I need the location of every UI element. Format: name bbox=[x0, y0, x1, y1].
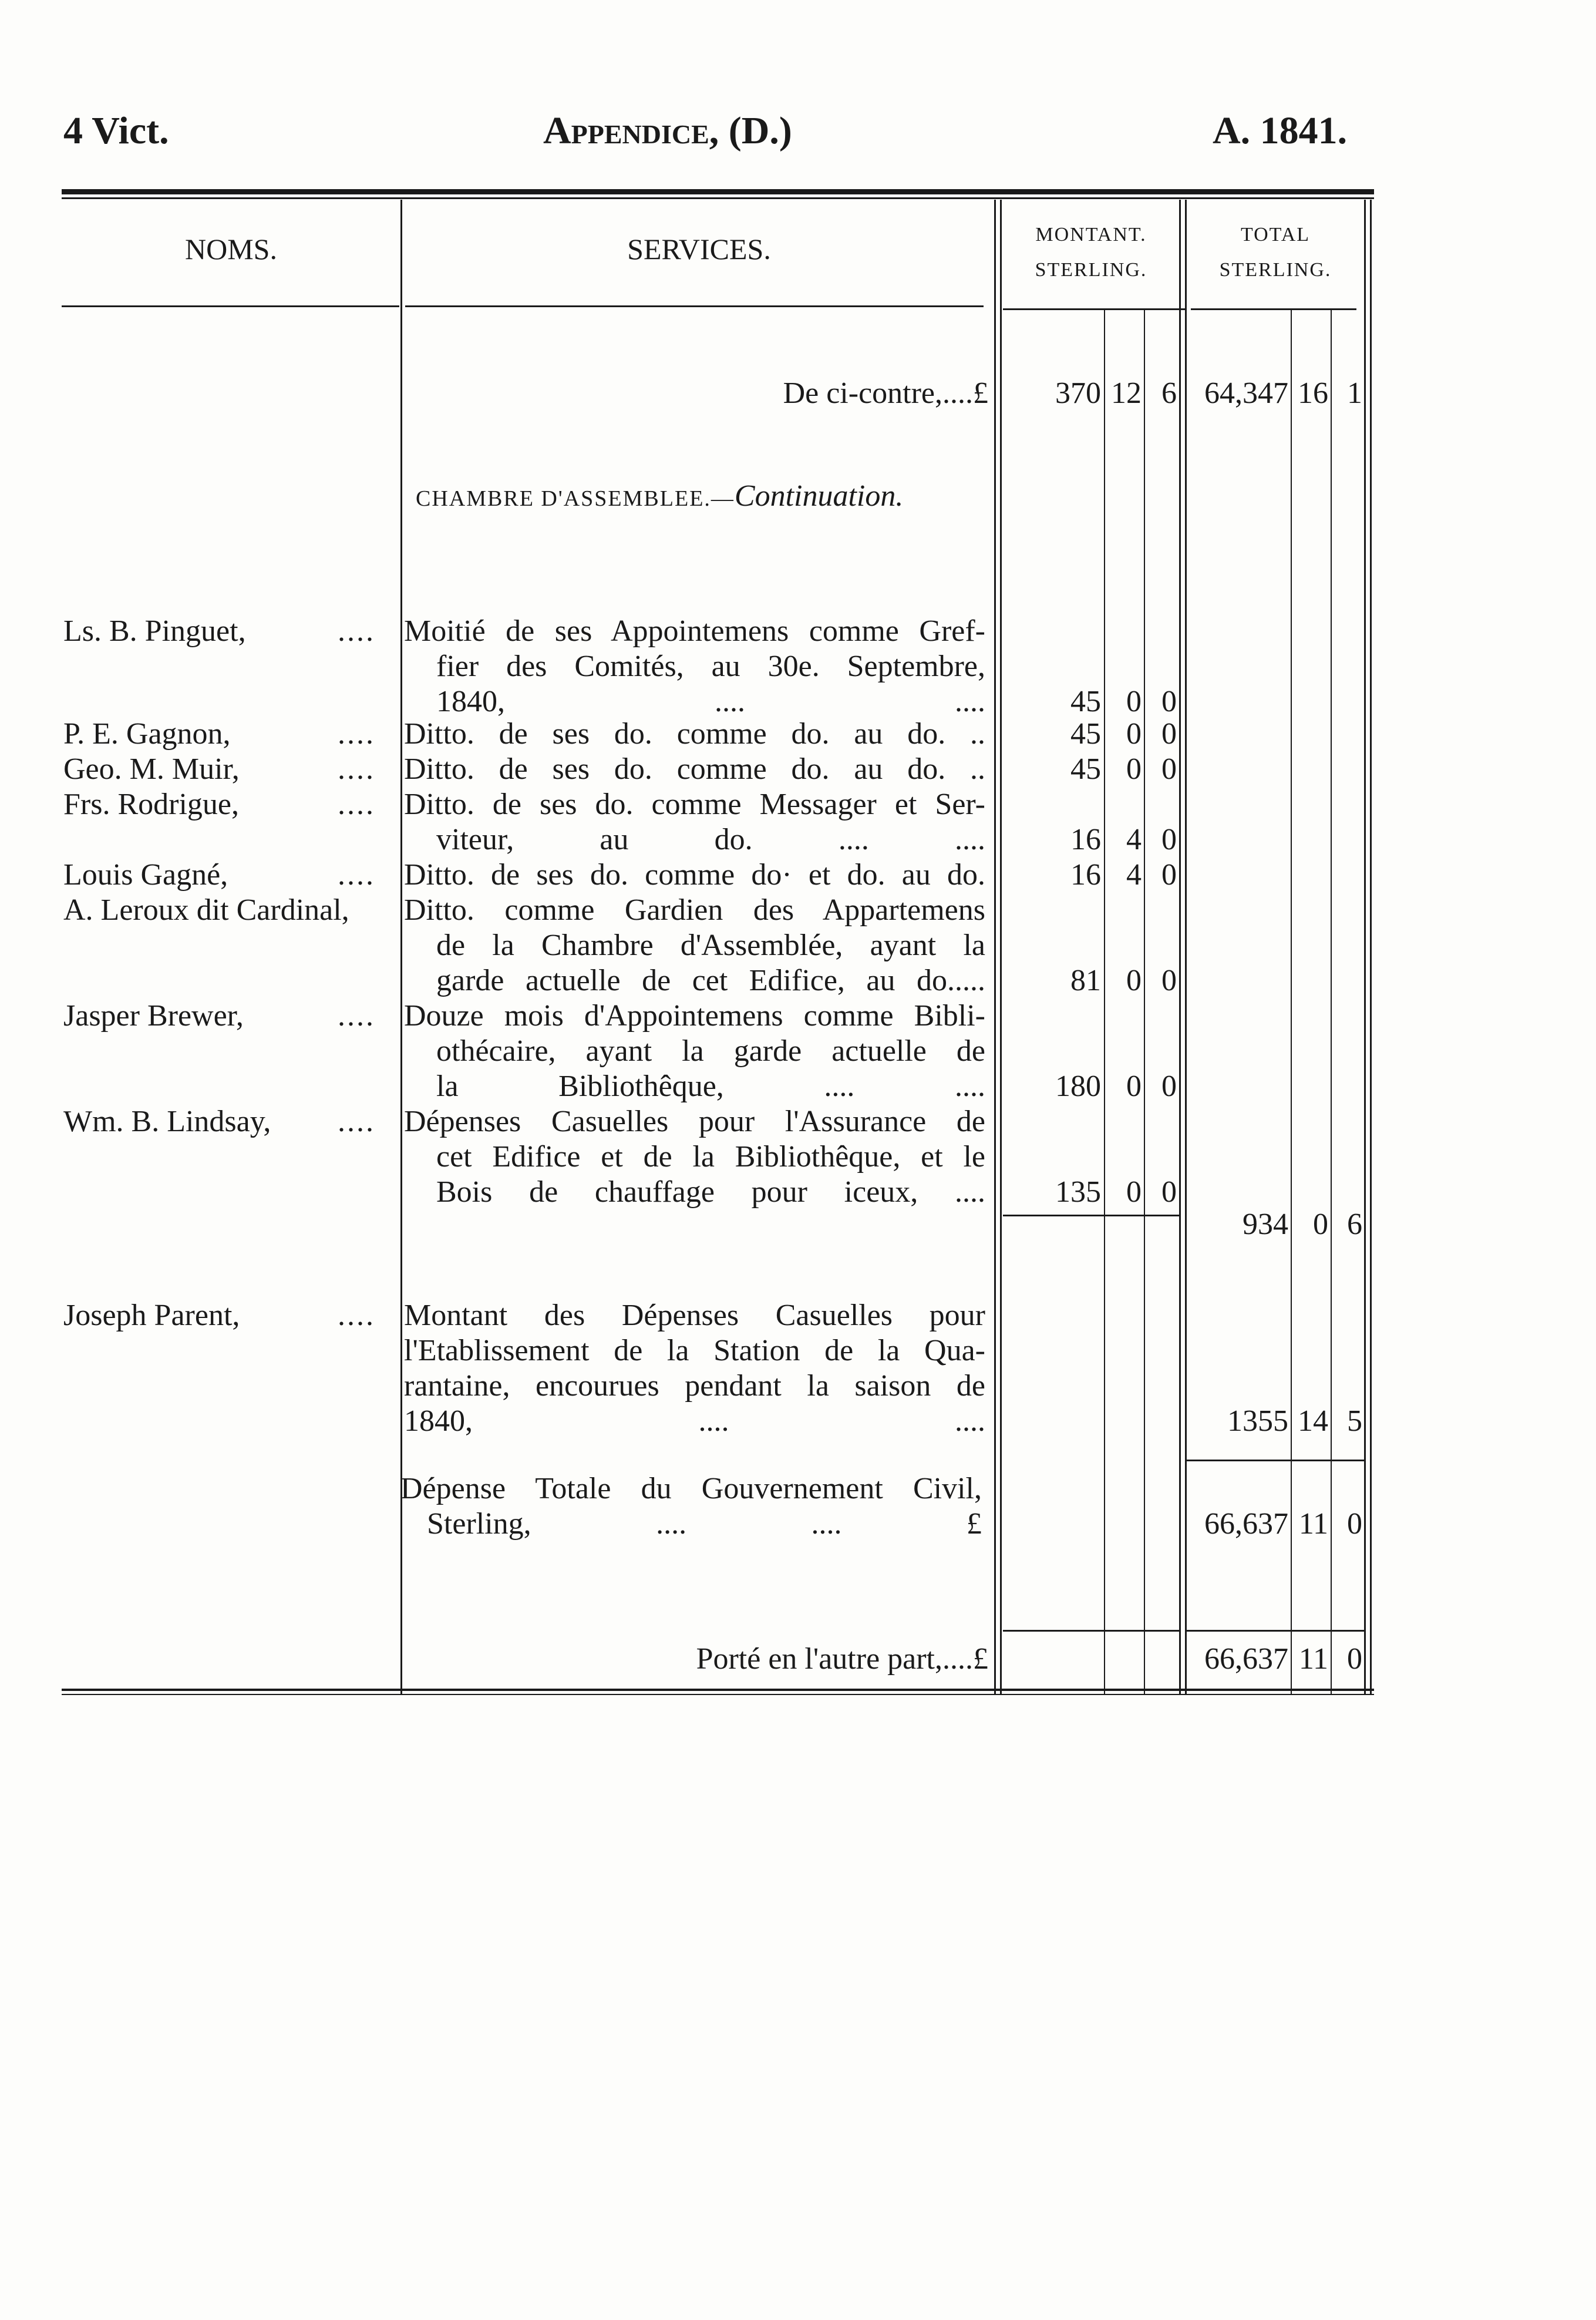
entry-service bbox=[404, 1104, 985, 1210]
service-line: 1840, .... .... bbox=[436, 685, 985, 718]
entry-name: Jasper Brewer, bbox=[63, 999, 244, 1033]
carried-in-total-pence: 1 bbox=[1347, 376, 1362, 410]
service-line: viteur, au do. .... .... bbox=[436, 823, 985, 856]
service-line: de la Chambre d'Assemblée, ayant la bbox=[436, 929, 985, 962]
carried-in-total-pounds: 64,347 bbox=[1204, 376, 1288, 410]
service-line: Dépense Totale du Gouvernement Civil, bbox=[400, 1472, 982, 1505]
entry-service bbox=[404, 998, 985, 1104]
entry-service bbox=[404, 752, 985, 787]
col-rule-montant-a bbox=[1179, 200, 1181, 1694]
parent-total-pence: 5 bbox=[1347, 1404, 1362, 1438]
entry-amount-shillings: 4 bbox=[1126, 823, 1142, 856]
header-bottom-rule-services bbox=[405, 305, 984, 307]
col-rule-services-b bbox=[1000, 200, 1002, 1694]
entry-dots-parent: .... bbox=[338, 1299, 375, 1332]
carried-out-label: Porté en l'autre part,....£ bbox=[696, 1642, 988, 1676]
entry-amount-pounds: 16 bbox=[1070, 858, 1101, 892]
service-line: l'Etablissement de la Station de la Qua- bbox=[404, 1334, 985, 1367]
entry-amount-pounds: 45 bbox=[1070, 685, 1101, 718]
entry-service bbox=[404, 893, 985, 998]
entry-amount-shillings: 0 bbox=[1126, 752, 1142, 786]
subtotal-pence: 6 bbox=[1347, 1208, 1362, 1241]
entry-amount-shillings: 0 bbox=[1126, 1175, 1142, 1209]
entry-amount-pence: 0 bbox=[1161, 717, 1177, 751]
entry-amount-pence: 0 bbox=[1161, 823, 1177, 856]
grand-total-label bbox=[400, 1471, 982, 1542]
parent-rule bbox=[1187, 1460, 1364, 1461]
carried-in-montant-pounds: 370 bbox=[1055, 376, 1101, 410]
carried-out-shillings: 11 bbox=[1298, 1642, 1328, 1676]
parent-total-shillings: 14 bbox=[1298, 1404, 1328, 1438]
entry-dots: .... bbox=[338, 1105, 375, 1138]
col-rule-services-a bbox=[994, 200, 996, 1694]
entry-amount-pounds: 16 bbox=[1070, 823, 1101, 856]
service-line: Dépenses Casuelles pour l'Assurance de bbox=[404, 1105, 985, 1138]
entry-dots: .... bbox=[338, 717, 375, 751]
service-line: fier des Comités, au 30e. Septembre, bbox=[436, 650, 985, 683]
col-rule-total-l bbox=[1291, 308, 1292, 1694]
carried-out-pence: 0 bbox=[1347, 1642, 1362, 1676]
service-line: Ditto. de ses do. comme do. au do. .. bbox=[404, 752, 985, 786]
bottom-rule bbox=[62, 1689, 1374, 1691]
service-line: Montant des Dépenses Casuelles pour bbox=[404, 1299, 985, 1332]
header-bottom-rule-montant bbox=[1003, 308, 1185, 310]
column-header-noms: NOMS. bbox=[185, 233, 277, 265]
entry-amount-pence: 0 bbox=[1161, 685, 1177, 718]
service-line: Ditto. de ses do. comme do· et do. au do. bbox=[404, 858, 985, 892]
section-title-main: CHAMBRE D'ASSEMBLEE.— bbox=[416, 486, 735, 511]
col-rule-montant-l bbox=[1104, 308, 1105, 1694]
service-line: Ditto. de ses do. comme do. au do. .. bbox=[404, 717, 985, 751]
entry-amount-pence: 0 bbox=[1161, 1175, 1177, 1209]
col-rule-right-b bbox=[1370, 200, 1372, 1694]
service-line: Sterling, .... .... £ bbox=[427, 1507, 982, 1541]
column-header-services: SERVICES. bbox=[627, 233, 771, 265]
grand-total-pounds: 66,637 bbox=[1204, 1507, 1288, 1541]
entry-service bbox=[404, 614, 985, 719]
service-line: rantaine, encourues pendant la saison de bbox=[404, 1369, 985, 1403]
entry-name-parent: Joseph Parent, bbox=[63, 1299, 240, 1332]
column-header-total-1: TOTAL bbox=[1240, 224, 1311, 246]
entry-service bbox=[404, 787, 985, 858]
service-line: garde actuelle de cet Edifice, au do..... bbox=[436, 964, 985, 997]
service-line: Ditto. de ses do. comme Messager et Ser- bbox=[404, 788, 985, 821]
column-header-montant-1: MONTANT. bbox=[1035, 224, 1147, 246]
subtotal-pounds: 934 bbox=[1243, 1208, 1288, 1241]
service-line: othécaire, ayant la garde actuelle de bbox=[436, 1034, 985, 1068]
service-line: cet Edifice et de la Bibliothêque, et le bbox=[436, 1140, 985, 1174]
entry-name: A. Leroux dit Cardinal, bbox=[63, 893, 349, 927]
section-title bbox=[416, 479, 903, 513]
entry-amount-pounds: 81 bbox=[1070, 964, 1101, 997]
entry-service bbox=[404, 858, 985, 893]
carried-in-label: De ci-contre,....£ bbox=[783, 376, 988, 410]
entry-service bbox=[404, 717, 985, 752]
entry-dots: .... bbox=[338, 999, 375, 1033]
carried-in-total-shillings: 16 bbox=[1298, 376, 1328, 410]
service-line: Douze mois d'Appointemens comme Bibli- bbox=[404, 999, 985, 1033]
carried-out-rule-montant bbox=[1003, 1630, 1179, 1632]
entry-name: Ls. B. Pinguet, bbox=[63, 614, 246, 648]
entry-amount-pence: 0 bbox=[1161, 752, 1177, 786]
entry-dots: .... bbox=[338, 858, 375, 892]
parent-total-pounds: 1355 bbox=[1227, 1404, 1288, 1438]
subtotal-rule bbox=[1003, 1215, 1179, 1216]
service-line: 1840, .... .... bbox=[404, 1404, 985, 1438]
header-bottom-rule-names bbox=[62, 305, 399, 307]
entry-service-parent bbox=[404, 1298, 985, 1439]
service-line: Bois de chauffage pour iceux, .... bbox=[436, 1175, 985, 1209]
running-head-right: A. 1841. bbox=[1213, 109, 1348, 152]
entry-dots: .... bbox=[338, 752, 375, 786]
service-line: la Bibliothêque, .... .... bbox=[436, 1070, 985, 1103]
entry-amount-shillings: 4 bbox=[1126, 858, 1142, 892]
carried-in-montant-pence: 6 bbox=[1161, 376, 1177, 410]
entry-name: Wm. B. Lindsay, bbox=[63, 1105, 271, 1138]
column-header-montant-2: STERLING. bbox=[1035, 259, 1147, 281]
service-line: Moitié de ses Appointemens comme Gref- bbox=[404, 614, 985, 648]
entry-amount-pence: 0 bbox=[1161, 1070, 1177, 1103]
entry-name: P. E. Gagnon, bbox=[63, 717, 231, 751]
entry-amount-pounds: 45 bbox=[1070, 717, 1101, 751]
col-rule-total-s bbox=[1331, 308, 1332, 1694]
entry-amount-pence: 0 bbox=[1161, 964, 1177, 997]
entry-amount-pounds: 135 bbox=[1055, 1175, 1101, 1209]
section-title-sub: Continuation. bbox=[734, 479, 904, 513]
carried-in-montant-shillings: 12 bbox=[1111, 376, 1142, 410]
column-header-total-2: STERLING. bbox=[1219, 259, 1332, 281]
entry-amount-shillings: 0 bbox=[1126, 717, 1142, 751]
top-rule-thin bbox=[62, 197, 1374, 199]
entry-dots: .... bbox=[338, 788, 375, 821]
entry-name: Louis Gagné, bbox=[63, 858, 228, 892]
entry-name: Geo. M. Muir, bbox=[63, 752, 240, 786]
col-rule-right-a bbox=[1364, 200, 1366, 1694]
entry-amount-shillings: 0 bbox=[1126, 685, 1142, 718]
running-head-left: 4 Vict. bbox=[63, 109, 169, 152]
grand-total-pence: 0 bbox=[1347, 1507, 1362, 1541]
col-rule-montant-s bbox=[1144, 308, 1145, 1694]
entry-name: Frs. Rodrigue, bbox=[63, 788, 239, 821]
col-rule-names bbox=[400, 200, 402, 1694]
entry-dots: .... bbox=[338, 614, 375, 648]
col-rule-montant-b bbox=[1185, 200, 1187, 1694]
bottom-rule-thin bbox=[62, 1694, 1374, 1695]
subtotal-shillings: 0 bbox=[1313, 1208, 1328, 1241]
service-line: Ditto. comme Gardien des Appartemens bbox=[404, 893, 985, 927]
grand-total-shillings: 11 bbox=[1298, 1507, 1328, 1541]
carried-out-pounds: 66,637 bbox=[1204, 1642, 1288, 1676]
entry-amount-shillings: 0 bbox=[1126, 964, 1142, 997]
entry-amount-shillings: 0 bbox=[1126, 1070, 1142, 1103]
carried-out-rule-total bbox=[1187, 1630, 1364, 1632]
entry-amount-pounds: 180 bbox=[1055, 1070, 1101, 1103]
entry-amount-pence: 0 bbox=[1161, 858, 1177, 892]
top-rule-thick bbox=[62, 189, 1374, 194]
running-head-title: Appendice, (D.) bbox=[543, 109, 792, 152]
entry-amount-pounds: 45 bbox=[1070, 752, 1101, 786]
